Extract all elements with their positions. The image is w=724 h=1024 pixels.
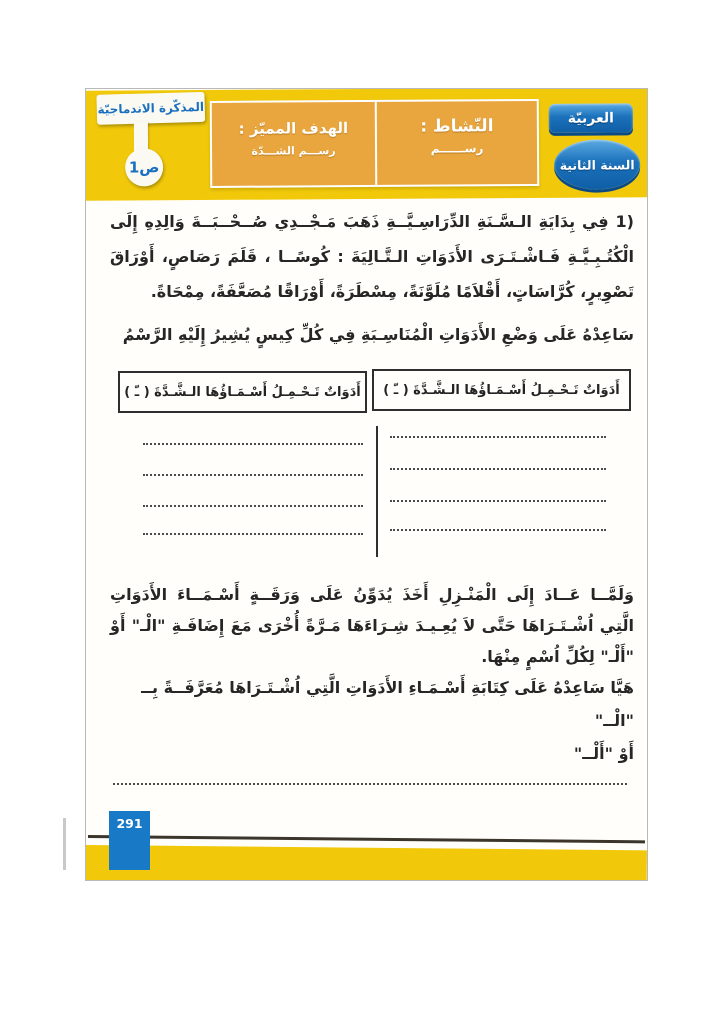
footer-rule xyxy=(88,835,645,843)
answer-line xyxy=(390,529,606,531)
exercise-2-instruction xyxy=(110,671,634,770)
activity-title: النّشاط : xyxy=(420,116,494,137)
exercise-2-instruction-line2: أَوْ "أَلْــ" xyxy=(573,744,634,763)
memo-tag xyxy=(96,92,205,125)
answer-line xyxy=(143,533,363,535)
sort-box-right-header: أَدَوَاتٌ تَـحْـمِـلُ أَسْـمَـاؤُهَا الـشَّـدَّةَ ( ـّ ) xyxy=(372,369,631,411)
scan-edge-artifact xyxy=(63,818,66,870)
answer-line xyxy=(143,474,363,476)
exercise-1-instruction: سَاعِدْهُ عَلَى وَضْعِ الأَدَوَاتِ الْمُنَاسِـبَةِ فِي كُلِّ كِيسٍ يُشِيرُ إِلَيْهِ الرَّسْمُ xyxy=(122,325,634,344)
exercise-1-text: فِي بِدَايَةِ الـسَّـنَةِ الدِّرَاسِـيَّــةِ ذَهَبَ مَـجْــدِي صُــحْــبَــةَ وَالِدِهِ إِلَى الْكُتُـبِـيَّـةِ فَـاشْـتَـرَى الأَدَوَاتِ الـتَّـالِيَةَ : كُوسًــا ، قَلَمَ رَصَاصٍ، أَوْرَاقَ تَصْوِيرٍ، كُرَّاسَاتٍ، أَقْلاَمًا مُلَوَّنَةً، مِسْطَرَةً، أَوْرَاقًا مُصَعَّفَةً، مِمْحَاةً. xyxy=(110,212,634,301)
sort-box-left-header: أَدَوَاتٌ تَـحْـمِـلُ أَسْـمَـاؤُهَا الـشَّـدَّةَ ( ـّ ) xyxy=(118,371,367,413)
columns-divider xyxy=(376,426,378,557)
memo-page-badge-text: ص1 xyxy=(128,158,160,177)
activity-cell xyxy=(377,101,538,185)
exercise-1-paragraph xyxy=(110,204,634,309)
header-band xyxy=(85,88,648,201)
memo-label: المذكّرة الاندماجيّة xyxy=(97,99,205,117)
worksheet-page xyxy=(85,88,648,881)
page-number-badge: 291 xyxy=(109,811,150,870)
answer-line xyxy=(390,500,606,502)
footer-band xyxy=(86,845,647,881)
grade-button: السنة الثانية xyxy=(554,139,640,190)
subject-button: العربيّة xyxy=(549,103,633,133)
objective-cell xyxy=(212,102,376,186)
objective-title: الهدف المميّز : xyxy=(238,119,349,138)
exercise-2-instruction-line1: هَيَّا سَاعِدْهُ عَلَى كِتَابَةِ أَسْـمَـاءِ الأَدَوَاتِ الَّتِي اُشْـتَـرَاهَا مُعَرَّفَــةً بِــ "الْــ" xyxy=(141,678,634,730)
answer-line xyxy=(143,443,363,445)
answer-line xyxy=(113,783,627,785)
answer-line xyxy=(143,505,363,507)
answer-line xyxy=(390,468,606,470)
exercise-2-paragraph: وَلَمَّــا عَــادَ إِلَى الْمَنْـزِلِ أَخَذَ يُدَوِّنُ عَلَى وَرَقَــةٍ أَسْـمَــاءَ الأَدَوَاتِ الَّتِي اُشْـتَـرَاهَا حَتَّى لاَ يُعِـيـدَ شِـرَاءَهَا مَـرَّةً أُخْرَى مَعَ إِضَافَـةِ "الْـ" أَوْ "أَلْـ" لِكُلِّ اُسْمٍ مِنْهَا. xyxy=(110,585,634,666)
answer-line xyxy=(390,436,606,438)
activity-value: رســــــم xyxy=(430,141,484,156)
objective-value: رســـم الشـــدّة xyxy=(251,144,336,158)
memo-page-badge xyxy=(125,148,163,186)
header-info-box xyxy=(210,99,540,188)
exercise-1-number: 1) xyxy=(615,212,634,231)
